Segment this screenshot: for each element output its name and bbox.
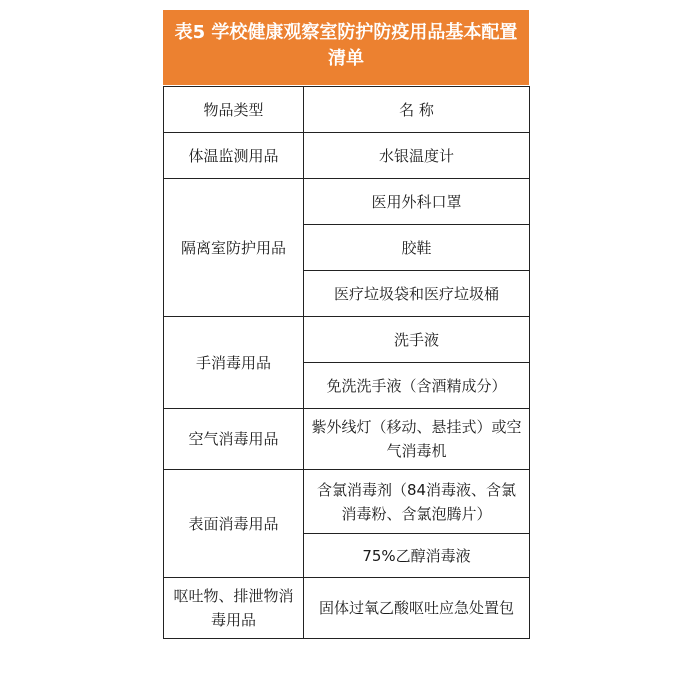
table-row bbox=[164, 179, 530, 225]
table-title: 表5 学校健康观察室防护防疫用品基本配置清单 bbox=[163, 10, 529, 85]
row-category: 手消毒用品 bbox=[164, 317, 304, 409]
row-category: 呕吐物、排泄物消毒用品 bbox=[164, 578, 304, 639]
table-row bbox=[164, 133, 530, 179]
table-header-row bbox=[164, 87, 530, 133]
row-item: 紫外线灯（移动、悬挂式）或空气消毒机 bbox=[304, 409, 530, 470]
table-row bbox=[164, 317, 530, 363]
row-item: 洗手液 bbox=[304, 317, 530, 363]
table-row bbox=[164, 470, 530, 534]
row-item: 75%乙醇消毒液 bbox=[304, 534, 530, 578]
row-item: 水银温度计 bbox=[304, 133, 530, 179]
row-item: 医疗垃圾袋和医疗垃圾桶 bbox=[304, 271, 530, 317]
config-table bbox=[163, 86, 530, 639]
row-item: 医用外科口罩 bbox=[304, 179, 530, 225]
row-category: 空气消毒用品 bbox=[164, 409, 304, 470]
row-category: 隔离室防护用品 bbox=[164, 179, 304, 317]
table-row bbox=[164, 578, 530, 639]
table-row bbox=[164, 409, 530, 470]
header-name: 名 称 bbox=[304, 87, 530, 133]
row-item: 免洗洗手液（含酒精成分） bbox=[304, 363, 530, 409]
row-item: 含氯消毒剂（84消毒液、含氯消毒粉、含氯泡腾片） bbox=[304, 470, 530, 534]
row-category: 表面消毒用品 bbox=[164, 470, 304, 578]
row-category: 体温监测用品 bbox=[164, 133, 304, 179]
row-item: 胶鞋 bbox=[304, 225, 530, 271]
header-type: 物品类型 bbox=[164, 87, 304, 133]
row-item: 固体过氧乙酸呕吐应急处置包 bbox=[304, 578, 530, 639]
